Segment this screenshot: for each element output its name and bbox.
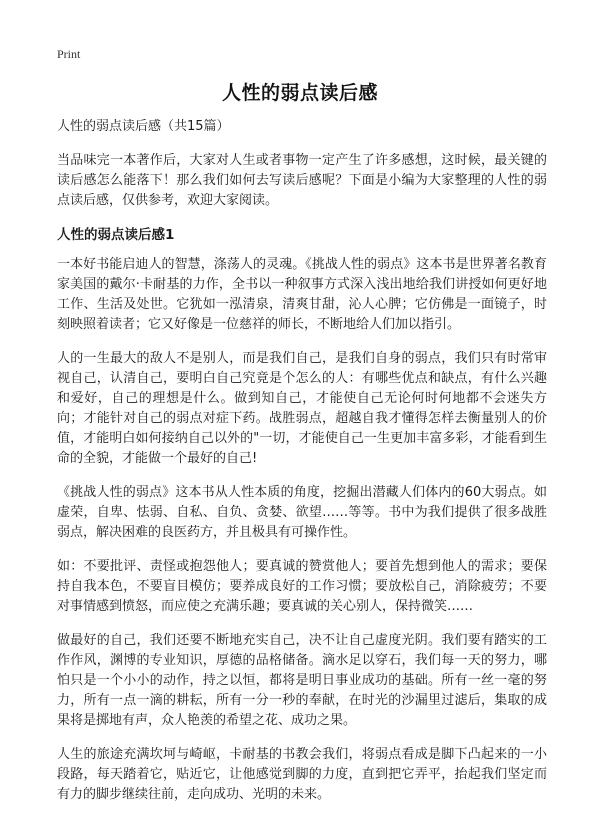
print-link[interactable]: Print — [57, 47, 81, 61]
body-paragraph-3: 《挑战人性的弱点》这本书从人性本质的角度，挖掘出潜藏人们体内的60大弱点。如虚荣，自卑、怯弱、自私、自负、贪婪、欲望……等等。书中为我们提供了很多战胜弱点，解决困难的良医药方，并且极具有可操作性。 — [57, 485, 547, 540]
body-paragraph-4: 如：不要批评、责怪或抱怨他人；要真诚的赞赏他人；要首先想到他人的需求；要保持自我本色，不要盲目模仿；要养成良好的工作习惯；要放松自己，消除疲劳；不要对事情感到愤怒，而应使之充满乐趣；要真诚的关心别人，保持微笑…… — [57, 559, 547, 614]
section-heading: 人性的弱点读后感1 — [57, 227, 175, 243]
body-paragraph-5: 做最好的自己，我们还要不断地充实自己，决不让自己虚度光阴。我们要有踏实的工作作风，渊博的专业知识，厚德的品格储备。滴水足以穿石，我们每一天的努力，哪怕只是一个小小的动作，持之以恒，都将是明日事业成功的基础。所有一丝一毫的努力，所有一点一滴的耕耘，所有一分一秒的奉献，在时光的沙漏里过滤后，集取的成果将是掷地有声，众人艳羡的希望之花、成功之果。 — [57, 633, 547, 728]
body-paragraph-1: 一本好书能启迪人的智慧，涤荡人的灵魂。《挑战人性的弱点》这本书是世界著名教育家美国的戴尔·卡耐基的力作，全书以一种叙事方式深入浅出地给我们讲授如何更好地工作、生活及处世。它犹如一泓清泉，清爽甘甜，沁人心脾；它仿佛是一面镜子，时刻映照着读者；它又好像是一位慈祥的师长，不断地给人们加以指引。 — [57, 257, 547, 332]
document-subtitle: 人性的弱点读后感（共15篇） — [57, 119, 230, 134]
body-paragraph-6: 人生的旅途充满坎坷与崎岖，卡耐基的书教会我们，将弱点看成是脚下凸起来的一小段路，每天踏着它，贴近它，让他感觉到脚的力度，直到把它弄平，抬起我们坚定而有力的脚步继续往前，走向成功、光明的未来。 — [57, 747, 547, 802]
page-title: 人性的弱点读后感 — [221, 82, 378, 104]
document-body — [57, 117, 547, 819]
body-paragraph-2: 人的一生最大的敌人不是别人，而是我们自己，是我们自身的弱点，我们只有时常审视自己，认清自己，要明白自己究竟是个怎么的人：有哪些优点和缺点，有什么兴趣和爱好，自己的理想是什么。做到知自己，才能使自己无论何时何地都不会迷失方向；才能针对自己的弱点对症下药。战胜弱点，超越自我才懂得怎样去衡量别人的价值，才能明白如何接纳自己以外的"一切，才能使自己一生更加丰富多彩，才能看到生命的全貌，才能做一个最好的自己! — [57, 351, 547, 466]
intro-paragraph: 当品味完一本著作后，大家对人生或者事物一定产生了许多感想，这时候，最关键的读后感怎么能落下！那么我们如何去写读后感呢？下面是小编为大家整理的人性的弱点读后感，仅供参考，欢迎大家阅读。 — [57, 153, 547, 208]
